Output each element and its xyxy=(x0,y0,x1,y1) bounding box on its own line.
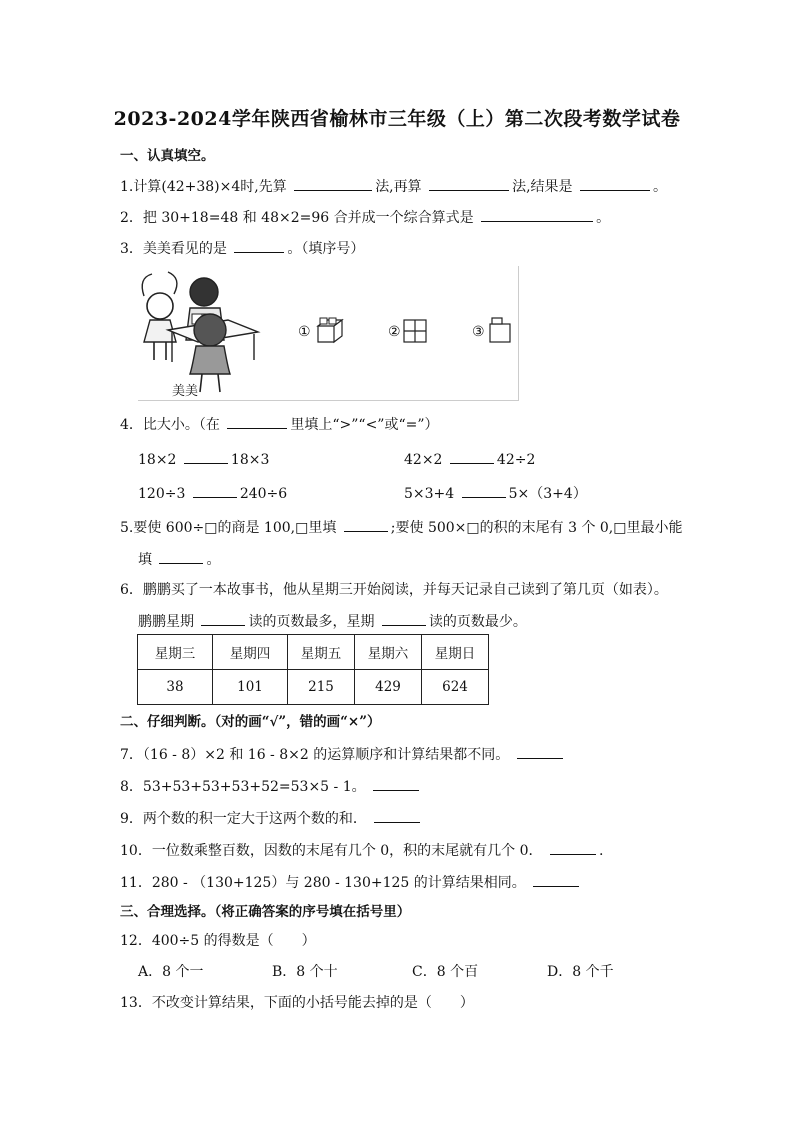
answer-blank[interactable] xyxy=(184,449,228,464)
answer-blank[interactable] xyxy=(159,549,203,564)
table-header-row xyxy=(138,635,489,670)
answer-blank[interactable] xyxy=(193,483,237,498)
choice-d[interactable]: D．8 个千 xyxy=(547,964,614,980)
answer-blank[interactable] xyxy=(580,176,650,191)
answer-blank[interactable] xyxy=(481,207,593,222)
answer-blank[interactable] xyxy=(234,238,284,253)
option-1-label: ① xyxy=(298,324,311,340)
answer-blank[interactable] xyxy=(294,176,372,191)
table-header-cell: 星期六 xyxy=(355,635,422,670)
question-6-fill: 鹏鹏星期 读的页数最多，星期 读的页数最少。 xyxy=(138,611,527,632)
choice-b[interactable]: B．8 个十 xyxy=(272,964,338,980)
table-cell: 38 xyxy=(138,670,213,705)
answer-blank[interactable] xyxy=(450,449,494,464)
question-10: 10．一位数乘整百数，因数的末尾有几个 0，积的末尾就有几个 0． . xyxy=(120,840,603,861)
question-4: 4．比大小。（在 里填上“>”“<”或“=”） xyxy=(120,414,439,435)
question-8: 8．53+53+53+53+52=53×5 - 1。 xyxy=(120,776,422,797)
question-2: 2．把 30+18=48 和 48×2=96 合并成一个综合算式是 。 xyxy=(120,207,610,228)
question-1: 1.计算(42+38)×4时,先算 法,再算 法,结果是 。 xyxy=(120,176,667,197)
question-9: 9．两个数的积一定大于这两个数的和． xyxy=(120,808,423,829)
table-header-cell: 星期日 xyxy=(422,635,489,670)
table-header-cell: 星期五 xyxy=(288,635,355,670)
answer-blank[interactable] xyxy=(344,517,388,532)
choice-a[interactable]: A．8 个一 xyxy=(138,964,204,980)
question-3: 3．美美看见的是 。（填序号） xyxy=(120,238,364,259)
question-3-illustration xyxy=(138,266,519,401)
question-12: 12．400÷5 的得数是（ ） xyxy=(120,933,316,949)
answer-blank[interactable] xyxy=(533,872,579,887)
page-title: 2023-2024学年陕西省榆林市三年级（上）第二次段考数学试卷 xyxy=(113,108,681,130)
answer-blank[interactable] xyxy=(374,808,420,823)
answer-blank[interactable] xyxy=(373,776,419,791)
compare-row-2-left: 120÷3 240÷6 xyxy=(138,483,287,504)
choice-c[interactable]: C．8 个百 xyxy=(412,964,479,980)
option-3-label: ③ xyxy=(472,324,485,340)
section-2-heading: 二、仔细判断。（对的画“√”，错的画“×”） xyxy=(120,714,381,730)
question-7: 7．（16 - 8）×2 和 16 - 8×2 的运算顺序和计算结果都不同。 xyxy=(120,744,566,765)
table-cell: 624 xyxy=(422,670,489,705)
compare-row-1-right: 42×2 42÷2 xyxy=(404,449,535,470)
answer-blank-sample xyxy=(227,414,287,429)
option-2-label: ② xyxy=(388,324,401,340)
answer-blank[interactable] xyxy=(462,483,506,498)
compare-row-2-right: 5×3+4 5×（3+4） xyxy=(404,483,587,504)
question-5-line-1: 5.要使 600÷□的商是 100,□里填 ;要使 500×□的积的末尾有 3 个 0,□里最小能 xyxy=(120,517,683,538)
table-header-cell: 星期四 xyxy=(213,635,288,670)
question-11: 11．280 - （130+125）与 280 - 130+125 的计算结果相同。 xyxy=(120,872,582,893)
question-6: 6．鹏鹏买了一本故事书，他从星期三开始阅读，并每天记录自己读到了第几页（如表）。 xyxy=(120,582,668,598)
table-cell: 215 xyxy=(288,670,355,705)
section-1-heading: 一、认真填空。 xyxy=(120,148,215,164)
answer-blank[interactable] xyxy=(201,611,245,626)
question-13: 13．不改变计算结果，下面的小括号能去掉的是（ ） xyxy=(120,995,474,1011)
question-5-line-2: 填 。 xyxy=(138,549,220,570)
meimei-label: 美美 xyxy=(172,384,199,399)
reading-pages-table xyxy=(137,634,489,705)
table-cell: 429 xyxy=(355,670,422,705)
answer-blank[interactable] xyxy=(429,176,509,191)
answer-blank[interactable] xyxy=(517,744,563,759)
answer-blank[interactable] xyxy=(550,840,596,855)
section-3-heading: 三、合理选择。（将正确答案的序号填在括号里） xyxy=(120,904,411,920)
compare-row-1-left: 18×2 18×3 xyxy=(138,449,269,470)
table-header-cell: 星期三 xyxy=(138,635,213,670)
table-cell: 101 xyxy=(213,670,288,705)
table-row xyxy=(138,670,489,705)
answer-blank[interactable] xyxy=(382,611,426,626)
